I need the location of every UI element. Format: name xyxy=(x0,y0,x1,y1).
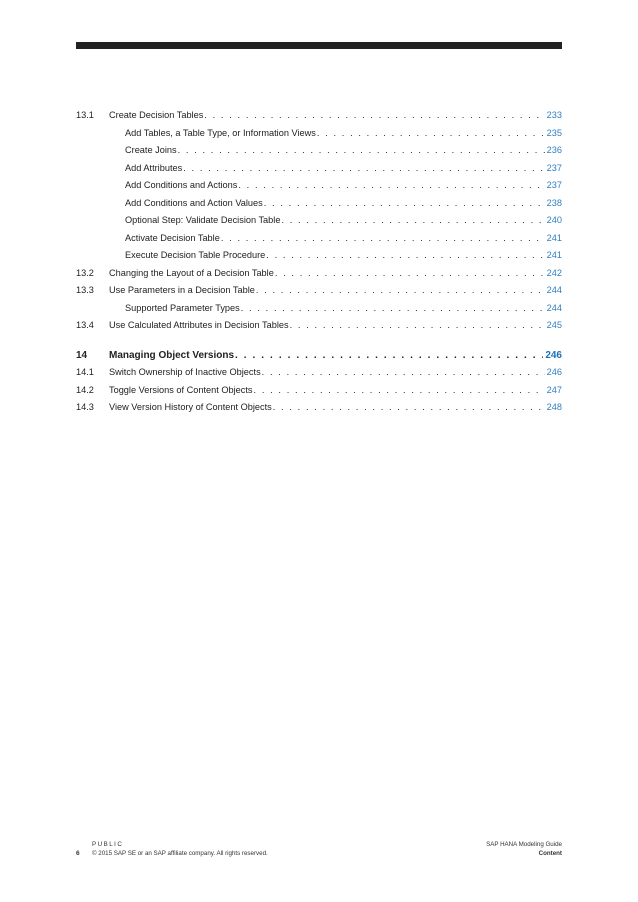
toc-entry-13-1[interactable] xyxy=(76,107,562,125)
toc-entry-title: Add Tables, a Table Type, or Information Views xyxy=(125,127,316,138)
toc-entry-number: 13.2 xyxy=(76,267,94,278)
toc-page-link[interactable]: 247 xyxy=(546,384,562,395)
header-rule xyxy=(76,42,562,49)
toc-entry-title: Create Joins xyxy=(125,145,177,155)
toc-page-link[interactable]: 245 xyxy=(546,320,562,330)
toc-entry-title: Use Calculated Attributes in Decision Tables xyxy=(109,320,289,330)
toc-page-link[interactable]: 241 xyxy=(546,250,562,260)
toc-page-link[interactable]: 244 xyxy=(546,302,562,313)
toc-entry-number: 13.3 xyxy=(76,285,94,295)
toc-page-link[interactable]: 241 xyxy=(546,232,562,243)
toc-entry-title: Add Attributes xyxy=(125,162,183,173)
toc-page-link[interactable]: 246 xyxy=(545,349,562,361)
toc-entry-number: 13.1 xyxy=(76,110,94,120)
table-of-contents xyxy=(76,107,562,417)
toc-entry-create-joins[interactable] xyxy=(76,142,562,160)
toc-page-link[interactable]: 240 xyxy=(546,215,562,225)
toc-leader-dots xyxy=(281,212,544,230)
toc-entry-title: Add Conditions and Actions xyxy=(125,180,238,190)
toc-page-link[interactable]: 242 xyxy=(546,267,562,278)
toc-entry-14-2[interactable] xyxy=(76,382,562,400)
toc-entry-number: 14.1 xyxy=(76,367,94,377)
toc-leader-dots xyxy=(273,399,545,417)
toc-page-link[interactable]: 238 xyxy=(546,197,562,208)
toc-entry-title: Toggle Versions of Content Objects xyxy=(109,384,253,395)
toc-leader-dots xyxy=(178,142,545,160)
toc-page-link[interactable]: 246 xyxy=(546,367,562,377)
toc-entry-14-1[interactable] xyxy=(76,364,562,382)
toc-entry-add-tables[interactable] xyxy=(76,125,562,143)
toc-entry-13-4[interactable] xyxy=(76,317,562,335)
toc-leader-dots xyxy=(317,125,545,143)
toc-page-link[interactable]: 233 xyxy=(546,110,562,120)
toc-leader-dots xyxy=(235,347,543,365)
toc-entry-title: Switch Ownership of Inactive Objects xyxy=(109,367,261,377)
toc-leader-dots xyxy=(275,265,545,283)
toc-leader-dots xyxy=(241,300,545,318)
toc-chapter-title: Managing Object Versions xyxy=(109,349,235,361)
toc-entry-activate-decision-table[interactable] xyxy=(76,230,562,248)
page-footer xyxy=(76,840,562,870)
toc-entry-number: 14.2 xyxy=(76,384,94,395)
toc-entry-title: Create Decision Tables xyxy=(109,110,204,120)
toc-page-link[interactable]: 248 xyxy=(546,402,562,412)
toc-entry-title: Supported Parameter Types xyxy=(125,302,240,313)
toc-leader-dots xyxy=(238,177,544,195)
copyright-notice: © 2015 SAP SE or an SAP affiliate company. All rights reserved. xyxy=(92,850,268,857)
toc-entry-title: Activate Decision Table xyxy=(125,232,220,243)
toc-entry-title: Changing the Layout of a Decision Table xyxy=(109,267,274,278)
toc-page-link[interactable]: 237 xyxy=(546,180,562,190)
section-name: Content xyxy=(538,850,562,857)
toc-entry-title: View Version History of Content Objects xyxy=(109,402,272,412)
toc-entry-13-2[interactable] xyxy=(76,265,562,283)
toc-chapter-number: 14 xyxy=(76,349,88,361)
toc-page-link[interactable]: 237 xyxy=(546,162,562,173)
toc-entry-title: Execute Decision Table Procedure xyxy=(125,250,266,260)
toc-entry-supported-parameter-types[interactable] xyxy=(76,300,562,318)
classification-label: PUBLIC xyxy=(92,841,124,848)
toc-leader-dots xyxy=(256,282,545,300)
toc-entry-title: Use Parameters in a Decision Table xyxy=(109,285,255,295)
toc-entry-execute-procedure[interactable] xyxy=(76,247,562,265)
toc-entry-13-3[interactable] xyxy=(76,282,562,300)
toc-leader-dots xyxy=(264,195,545,213)
toc-leader-dots xyxy=(204,107,544,125)
toc-entry-title: Add Conditions and Action Values xyxy=(125,197,263,208)
toc-chapter-14[interactable] xyxy=(76,347,562,365)
toc-entry-condition-action-values[interactable] xyxy=(76,195,562,213)
toc-entry-conditions-actions[interactable] xyxy=(76,177,562,195)
toc-leader-dots xyxy=(221,230,545,248)
toc-entry-number: 14.3 xyxy=(76,402,94,412)
toc-leader-dots xyxy=(254,382,545,400)
page-number: 6 xyxy=(76,850,80,857)
toc-entry-number: 13.4 xyxy=(76,320,94,330)
toc-page-link[interactable]: 236 xyxy=(546,145,562,155)
toc-entry-14-3[interactable] xyxy=(76,399,562,417)
toc-leader-dots xyxy=(262,364,545,382)
toc-page-link[interactable]: 244 xyxy=(546,285,562,295)
toc-page-link[interactable]: 235 xyxy=(546,127,562,138)
toc-leader-dots xyxy=(183,160,544,178)
toc-leader-dots xyxy=(266,247,544,265)
toc-entry-add-attributes[interactable] xyxy=(76,160,562,178)
toc-entry-title: Optional Step: Validate Decision Table xyxy=(125,215,281,225)
toc-entry-validate-decision-table[interactable] xyxy=(76,212,562,230)
toc-leader-dots xyxy=(290,317,545,335)
document-title: SAP HANA Modeling Guide xyxy=(486,841,562,848)
